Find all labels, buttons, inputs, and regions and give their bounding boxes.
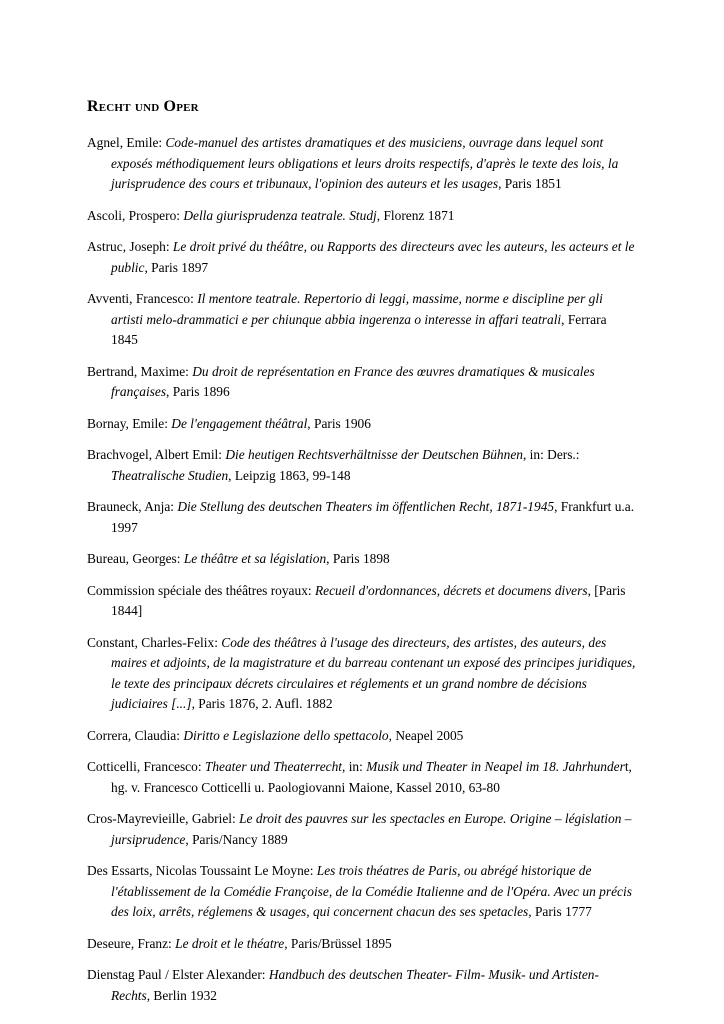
bibliography-entry (87, 445, 636, 486)
bibliography-entry (87, 362, 636, 403)
bibliography-entry (87, 206, 636, 227)
bibliography-entry (87, 549, 636, 570)
entry-author: Bornay, Emile: (87, 415, 172, 431)
entry-publication: , Paris 1898 (326, 551, 390, 566)
entry-author: Astruc, Joseph: (87, 239, 173, 254)
entry-title: Les trois théatres de Paris, ou abrégé historique de l'établissement de la Comédie Françoise, de la Comédie Italienne and de l'Opéra. Avec un précis des loix, arrêts, réglemens & usages, qui concernent chacun des ses spetacles (111, 863, 632, 919)
bibliography-entry (87, 497, 636, 538)
entry-publication: , Frankfurt u.a. 1997 (111, 499, 635, 535)
entry-author: Correra, Claudia: (87, 727, 184, 743)
entry-author: Agnel, Emile: (87, 135, 166, 150)
bibliography-list (87, 133, 636, 1006)
entry-author: Commission spéciale des théâtres royaux: (87, 582, 315, 598)
entry-title: Recueil d'ordonnances, décrets et documens divers (314, 582, 588, 598)
bibliography-entry (87, 237, 636, 278)
entry-title: Della giurisprudenza teatrale. Studj (183, 207, 377, 223)
entry-publication: , Leipzig 1863, 99-148 (228, 467, 351, 483)
bibliography-entry (87, 861, 636, 923)
entry-publication: , in: Ders.: (522, 447, 580, 462)
entry-title: Die Stellung des deutschen Theaters im öffentlichen Recht, 1871-1945 (177, 499, 555, 514)
entry-publication: , [Paris 1844] (111, 582, 626, 618)
entry-title: Musik und Theater in Neapel im 18. Jahrhunder (366, 759, 625, 774)
entry-author: Brachvogel, Albert Emil: (87, 447, 226, 462)
bibliography-entry (87, 289, 636, 351)
entry-title: Diritto e Legislazione dello spettacolo (183, 727, 389, 743)
entry-publication: , Paris 1851 (498, 176, 562, 191)
entry-author: Constant, Charles-Felix: (87, 634, 222, 650)
entry-author: Avventi, Francesco: (87, 291, 198, 306)
entry-title: Code-manuel des artistes dramatiques et des musiciens, ouvrage dans lequel sont exposés méthodiquement leurs obligations et leurs droits respectifs, d'après le texte des lois, la jurisprudence des cours et tribunaux, l'opinion des auteurs et les usages (111, 135, 619, 191)
entry-publication: , Paris 1896 (166, 384, 230, 399)
entry-title: Theater und Theaterrecht (204, 759, 343, 774)
entry-title: Handbuch des deutschen Theater- Film- Musik- und Artisten-Rechts (111, 967, 599, 1003)
entry-author: Bureau, Georges: (87, 551, 184, 566)
entry-publication: , Paris 1777 (528, 904, 592, 919)
entry-title: Le théâtre et sa législation (183, 551, 327, 566)
bibliography-entry (87, 414, 636, 435)
entry-publication: , Paris/Brüssel 1895 (284, 935, 392, 951)
entry-publication: , Ferrara 1845 (111, 311, 607, 347)
entry-title: Die heutigen Rechtsverhältnisse der Deutschen Bühnen (225, 447, 523, 462)
bibliography-entry (87, 965, 636, 1006)
entry-author: Cros-Mayrevieille, Gabriel: (87, 811, 240, 826)
entry-title: Le droit et le théatre (175, 935, 285, 951)
entry-author: Cotticelli, Francesco: (87, 759, 205, 774)
entry-publication: , Paris 1876, 2. Aufl. 1882 (191, 696, 333, 711)
entry-publication: , Berlin 1932 (146, 987, 217, 1003)
bibliography-entry (87, 809, 636, 850)
entry-author: Ascoli, Prospero: (87, 207, 184, 223)
entry-author: Dienstag Paul / Elster Alexander: (87, 967, 269, 982)
entry-author: Des Essarts, Nicolas Toussaint Le Moyne: (87, 863, 317, 878)
entry-publication: t, hg. v. Francesco Cotticelli u. Paologiovanni Maione, Kassel 2010, 63-80 (111, 759, 632, 795)
entry-title: De l'engagement théâtral (171, 415, 308, 431)
section-heading: Recht und Oper (87, 98, 199, 115)
entry-publication: , Paris/Nancy 1889 (185, 831, 288, 847)
entry-publication: , Neapel 2005 (388, 727, 464, 743)
bibliography-entry (87, 133, 636, 195)
bibliography-entry (87, 633, 636, 715)
bibliography-entry (87, 934, 636, 955)
entry-publication: , in: (342, 759, 367, 774)
bibliography-entry (87, 726, 636, 747)
entry-author: Bertrand, Maxime: (87, 363, 193, 379)
entry-publication: , Paris 1906 (307, 415, 371, 431)
entry-author: Brauneck, Anja: (87, 499, 178, 514)
entry-publication: , Florenz 1871 (376, 207, 455, 223)
entry-title: Il mentore teatrale. Repertorio di leggi, massime, norme e discipline per gli artisti melo-drammatici e per chiunque abbia ingerenza o interesse in affari teatrali (111, 291, 603, 327)
bibliography-entry (87, 757, 636, 798)
entry-title: Le droit des pauvres sur les spectacles en Europe. Origine – législation – jursiprudence (111, 811, 632, 847)
entry-author: Deseure, Franz: (87, 935, 176, 951)
entry-title: Code des théâtres à l'usage des directeurs, des artistes, des auteurs, des maires et adjoints, de la magistrature et du barreau contenant un exposé des principes juridiques, le texte des principaux décrets circulaires et réglements et un grand nombre de décisions judiciaires [...] (111, 634, 636, 711)
entry-publication: , Paris 1897 (144, 259, 209, 275)
entry-title: Du droit de représentation en France des œuvres dramatiques & musicales françaises (111, 363, 595, 399)
entry-title: Le droit privé du théâtre, ou Rapports des directeurs avec les auteurs, les acteurs et le public (111, 239, 635, 275)
entry-title: Theatralische Studien (111, 467, 229, 483)
bibliography-entry (87, 581, 636, 622)
